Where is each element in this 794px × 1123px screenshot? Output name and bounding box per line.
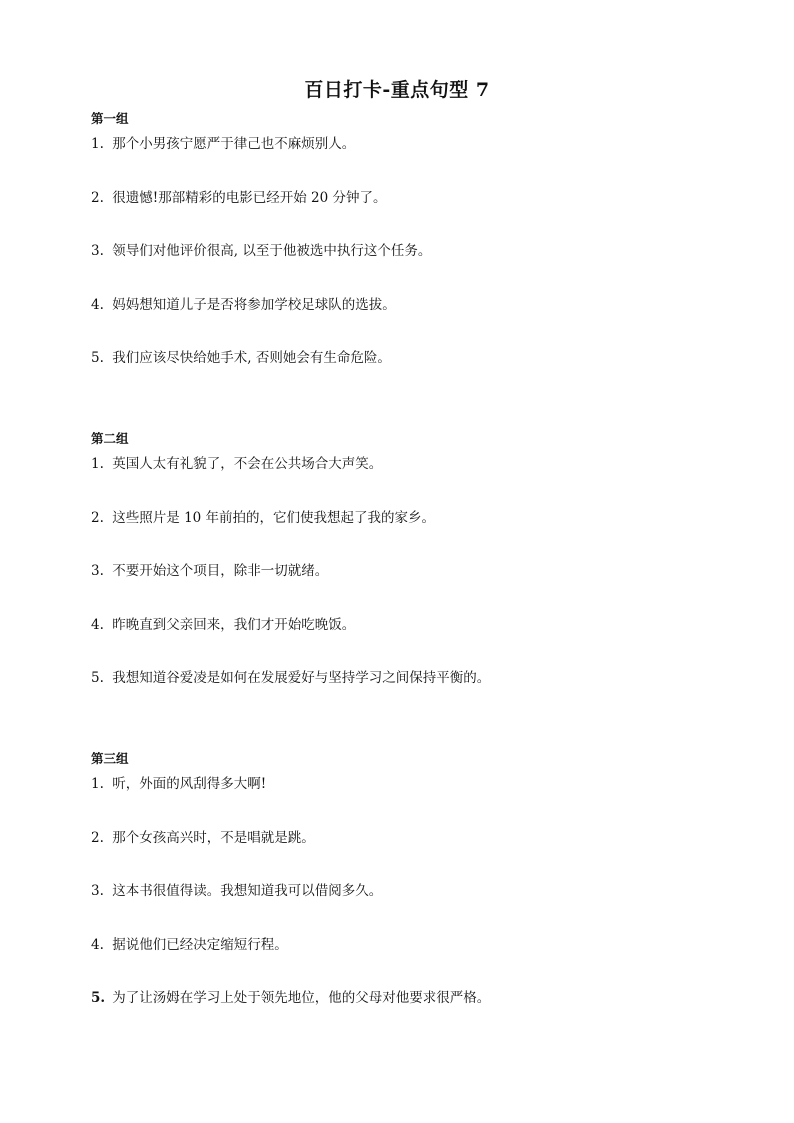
group-heading: 第三组	[91, 751, 129, 766]
sentence-text: 我想知道谷爱凌是如何在发展爱好与坚持学习之间保持平衡的。	[112, 670, 491, 686]
sentence-number: 2.	[91, 189, 104, 206]
sentence-list	[91, 775, 731, 1007]
sentence-item	[91, 242, 731, 260]
sentence-item	[91, 989, 731, 1007]
sentence-text: 为了让汤姆在学习上处于领先地位，他的父母对他要求很严格。	[112, 990, 491, 1006]
sentence-list	[91, 135, 731, 367]
sentence-number: 3.	[91, 883, 104, 899]
sentence-number: 4.	[91, 616, 104, 633]
document-title: 百日打卡-重点句型 7	[304, 79, 490, 101]
sentence-list	[91, 455, 731, 687]
sentence-text: 不要开始这个项目，除非一切就绪。	[112, 563, 329, 579]
sentence-text: 昨晚直到父亲回来，我们才开始吃晚饭。	[112, 616, 356, 633]
sentence-number: 3.	[91, 563, 104, 579]
sentence-item	[91, 349, 731, 367]
sentence-number: 4.	[91, 936, 104, 953]
sentence-item	[91, 455, 731, 473]
sentence-item	[91, 669, 731, 687]
sentence-number: 2.	[91, 509, 104, 526]
sentence-text: 那个小男孩宁愿严于律己也不麻烦别人。	[112, 136, 356, 152]
sentence-item	[91, 296, 731, 314]
sentence-text: 妈妈想知道儿子是否将参加学校足球队的选拔。	[112, 296, 396, 313]
sentence-item	[91, 509, 731, 527]
sentence-number: 5.	[91, 990, 106, 1006]
sentence-text: 这本书很值得读。我想知道我可以借阅多久。	[112, 883, 383, 899]
sentence-text: 领导们对他评价很高, 以至于他被选中执行这个任务。	[112, 243, 432, 259]
sentence-item	[91, 562, 731, 580]
sentence-group-1	[91, 110, 731, 367]
sentence-item	[91, 882, 731, 900]
sentence-number: 2.	[91, 829, 104, 846]
sentence-number: 1.	[91, 456, 104, 472]
sentence-item	[91, 775, 731, 793]
sentence-text: 据说他们已经决定缩短行程。	[112, 936, 288, 953]
sentence-number: 5.	[91, 670, 104, 686]
sentence-text: 那个女孩高兴时，不是唱就是跳。	[112, 829, 315, 846]
sentence-item	[91, 189, 731, 207]
sentence-number: 1.	[91, 136, 104, 152]
sentence-item	[91, 616, 731, 634]
sentence-item	[91, 936, 731, 954]
sentence-item	[91, 829, 731, 847]
sentence-text: 这些照片是 10 年前拍的，它们使我想起了我的家乡。	[112, 509, 436, 526]
sentence-number: 4.	[91, 296, 104, 313]
sentence-number: 3.	[91, 243, 104, 259]
sentence-text: 英国人太有礼貌了，不会在公共场合大声笑。	[112, 456, 383, 472]
sentence-group-2	[91, 430, 731, 687]
sentence-item	[91, 135, 731, 153]
sentence-number: 5.	[91, 350, 104, 366]
sentence-text: 听，外面的风刮得多大啊!	[112, 776, 267, 792]
group-heading: 第二组	[91, 431, 129, 446]
sentence-number: 1.	[91, 776, 104, 792]
sentence-text: 很遗憾!那部精彩的电影已经开始 20 分钟了。	[112, 189, 387, 206]
group-heading: 第一组	[91, 111, 129, 126]
sentence-text: 我们应该尽快给她手术, 否则她会有生命危险。	[112, 350, 391, 366]
sentence-group-3	[91, 750, 731, 1007]
